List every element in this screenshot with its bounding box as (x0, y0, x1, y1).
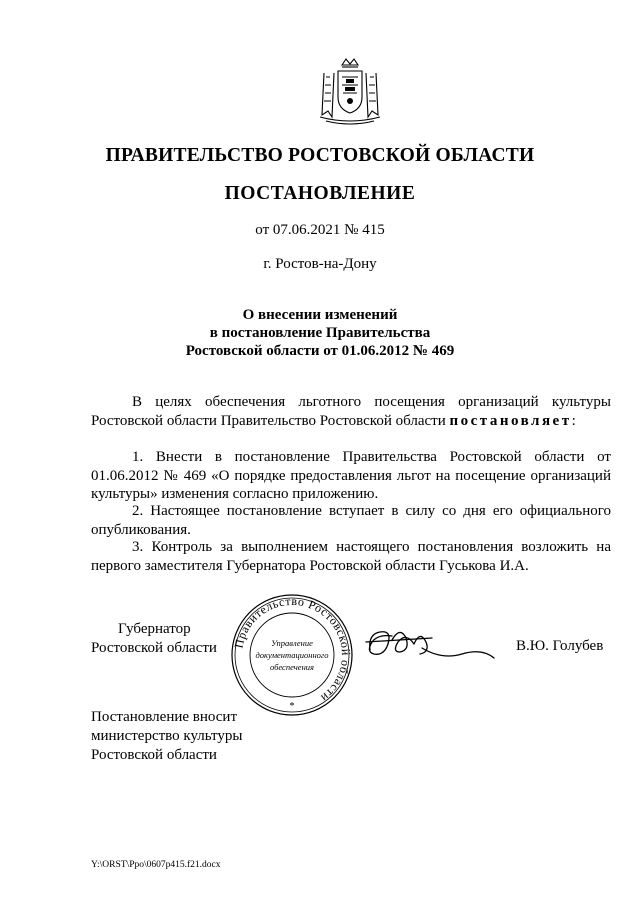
subject-line: в постановление Правительства (209, 325, 431, 341)
preamble-verb: постановляет (449, 412, 572, 429)
signatory-role (91, 620, 217, 658)
handwritten-signature (362, 620, 497, 670)
signatory-role-line: Ростовской области (91, 640, 217, 656)
item-paragraph-3: 3. Контроль за выполнением настоящего постановления возложить на первого заместителя Губернатора Ростовской области Гуськова И.А. (91, 539, 611, 574)
signatory-name: В.Ю. Голубев (516, 638, 604, 654)
document-type: ПОСТАНОВЛЕНИЕ (224, 183, 416, 204)
document-subject (0, 306, 640, 360)
stamp-inner-line: Управление (271, 638, 313, 648)
government-title: ПРАВИТЕЛЬСТВО РОСТОВСКОЙ ОБЛАСТИ (105, 145, 535, 166)
document-date-number: от 07.06.2021 № 415 (255, 222, 385, 238)
preamble-text: В целях обеспечения льготного посещения организаций культуры Ростовской области Правительство Ростовской области (91, 394, 611, 429)
stamp-ring-text: Правительство Ростовской области (231, 593, 354, 706)
document-city: г. Ростов-на-Дону (263, 256, 377, 272)
submitted-by-line: министерство культуры (91, 728, 243, 744)
item-paragraph-1: 1. Внести в постановление Правительства Ростовской области от 01.06.2012 № 469 «О порядке предоставления льгот на посещение организаций культуры» изменения согласно приложению. (91, 449, 611, 502)
stamp-inner-line: документационного (255, 650, 329, 660)
file-path: Y:\ORST\Ppo\0607p415.f21.docx (91, 860, 221, 870)
subject-line: О внесении изменений (242, 307, 398, 323)
stamp-inner-line: обеспечения (269, 662, 315, 672)
submitted-by-line: Ростовской области (91, 747, 217, 763)
coat-of-arms-icon (312, 55, 388, 125)
preamble-paragraph (91, 393, 611, 430)
official-stamp (229, 592, 355, 718)
submitted-by-line: Постановление вносит (91, 709, 238, 725)
preamble-end: : (571, 412, 576, 429)
signatory-role-line: Губернатор (118, 621, 191, 637)
subject-line: Ростовской области от 01.06.2012 № 469 (185, 343, 455, 359)
submitted-by (91, 708, 243, 765)
item-paragraph-2: 2. Настоящее постановление вступает в силу со дня его официального опубликования. (91, 503, 611, 538)
stamp-star: * (289, 701, 295, 712)
